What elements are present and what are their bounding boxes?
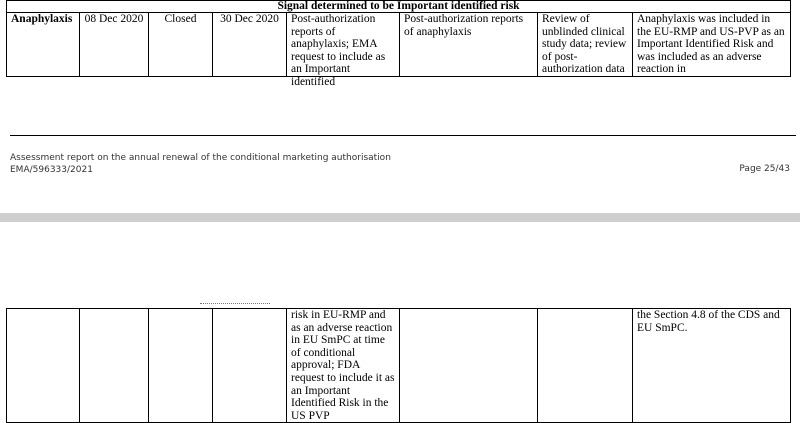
source-cell: risk in EU-RMP and as an adverse reaction in EU SmPC at time of conditional approval; FDA request to include it as an Important Identified Risk in the US PVP — [287, 309, 400, 423]
signal-table-top — [6, 0, 791, 88]
reason-cell: Post-authorization reports of anaphylaxis — [400, 13, 538, 77]
section-header-row — [7, 1, 791, 13]
section-header: Signal determined to be Important identified risk — [7, 1, 791, 13]
status-cell — [149, 309, 213, 423]
method-cell — [538, 309, 633, 423]
date-closed-cell — [213, 309, 287, 423]
date-closed-cell: 30 Dec 2020 — [213, 13, 287, 77]
page-number: Page 25/43 — [739, 164, 790, 174]
footer-left — [10, 153, 391, 176]
report-reference: EMA/596333/2021 — [10, 164, 93, 175]
reason-cell — [400, 309, 538, 423]
scan-artifact — [200, 303, 270, 307]
source-cell: Post-authorization reports of anaphylaxis; EMA request to include as an Important identified — [287, 13, 400, 77]
date-detected-cell — [80, 309, 149, 423]
method-cell: Review of unblinded clinical study data; review of post-authorization data — [538, 13, 633, 77]
report-title: Assessment report on the annual renewal of the conditional marketing authorisation — [10, 153, 391, 163]
status-cell: Closed — [149, 13, 213, 77]
date-detected-cell: 08 Dec 2020 — [80, 13, 149, 77]
action-cell: Anaphylaxis was included in the EU-RMP and US-PVP as an Important Identified Risk and was included as an adverse reaction in — [633, 13, 791, 77]
signal-cell: Anaphylaxis — [7, 13, 80, 77]
action-cell: the Section 4.8 of the CDS and EU SmPC. — [633, 309, 791, 423]
page-break — [0, 213, 800, 222]
footer-rule — [10, 135, 796, 136]
signal-table-continued — [6, 308, 791, 423]
signal-cell — [7, 309, 80, 423]
table-row — [7, 309, 791, 423]
table-row — [7, 13, 791, 77]
